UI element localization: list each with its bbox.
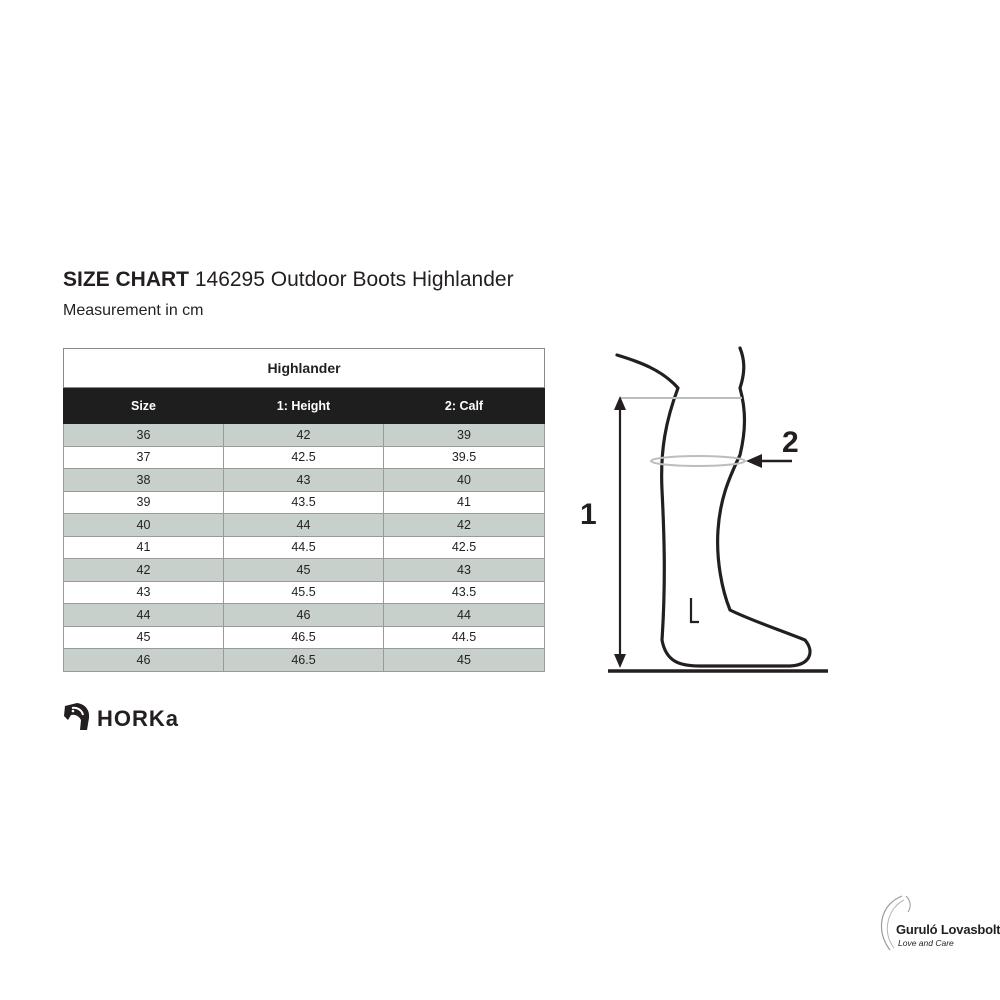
shop-tagline: Love and Care (898, 938, 954, 948)
cell-calf: 42.5 (384, 536, 545, 559)
cell-calf: 42 (384, 514, 545, 537)
shop-watermark (874, 894, 1000, 954)
calf-label: 2 (782, 426, 799, 459)
cell-height: 46.5 (224, 649, 384, 672)
table-row (64, 446, 545, 469)
table-body (64, 424, 545, 672)
cell-height: 45 (224, 559, 384, 582)
cell-calf: 44 (384, 604, 545, 627)
cell-height: 45.5 (224, 581, 384, 604)
cell-size: 46 (64, 649, 224, 672)
table-row (64, 469, 545, 492)
cell-size: 43 (64, 581, 224, 604)
table-row (64, 649, 545, 672)
chart-title-bold: SIZE CHART (63, 268, 189, 291)
cell-size: 44 (64, 604, 224, 627)
table-caption: Highlander (64, 349, 545, 388)
chart-title-rest: 146295 Outdoor Boots Highlander (189, 268, 514, 291)
cell-size: 38 (64, 469, 224, 492)
shop-name: Guruló Lovasbolt (896, 922, 1000, 937)
cell-height: 46.5 (224, 626, 384, 649)
table-row (64, 559, 545, 582)
cell-calf: 45 (384, 649, 545, 672)
table-row (64, 536, 545, 559)
cell-calf: 39.5 (384, 446, 545, 469)
boot-measurement-diagram (580, 340, 840, 685)
horse-head-logo-icon (63, 702, 91, 737)
cell-calf: 39 (384, 424, 545, 447)
cell-height: 43.5 (224, 491, 384, 514)
cell-size: 45 (64, 626, 224, 649)
cell-size: 39 (64, 491, 224, 514)
leg-outline-drawing (600, 340, 840, 680)
cell-height: 44.5 (224, 536, 384, 559)
table-row (64, 581, 545, 604)
table-row (64, 424, 545, 447)
cell-height: 44 (224, 514, 384, 537)
cell-calf: 43 (384, 559, 545, 582)
column-header-calf: 2: Calf (384, 388, 545, 424)
cell-calf: 44.5 (384, 626, 545, 649)
cell-calf: 43.5 (384, 581, 545, 604)
size-table (63, 348, 545, 672)
table-row (64, 604, 545, 627)
height-label: 1 (580, 498, 597, 531)
column-header-size: Size (64, 388, 224, 424)
table-row (64, 626, 545, 649)
cell-calf: 40 (384, 469, 545, 492)
cell-size: 36 (64, 424, 224, 447)
cell-height: 42.5 (224, 446, 384, 469)
table-row (64, 514, 545, 537)
measurement-unit-note: Measurement in cm (63, 302, 204, 319)
chart-title (63, 268, 514, 292)
cell-size: 40 (64, 514, 224, 537)
column-header-height: 1: Height (224, 388, 384, 424)
cell-size: 41 (64, 536, 224, 559)
brand-logo (63, 703, 179, 735)
cell-height: 42 (224, 424, 384, 447)
table-row (64, 491, 545, 514)
cell-size: 42 (64, 559, 224, 582)
cell-height: 43 (224, 469, 384, 492)
brand-name: HORKa (97, 706, 180, 731)
cell-size: 37 (64, 446, 224, 469)
cell-height: 46 (224, 604, 384, 627)
cell-calf: 41 (384, 491, 545, 514)
